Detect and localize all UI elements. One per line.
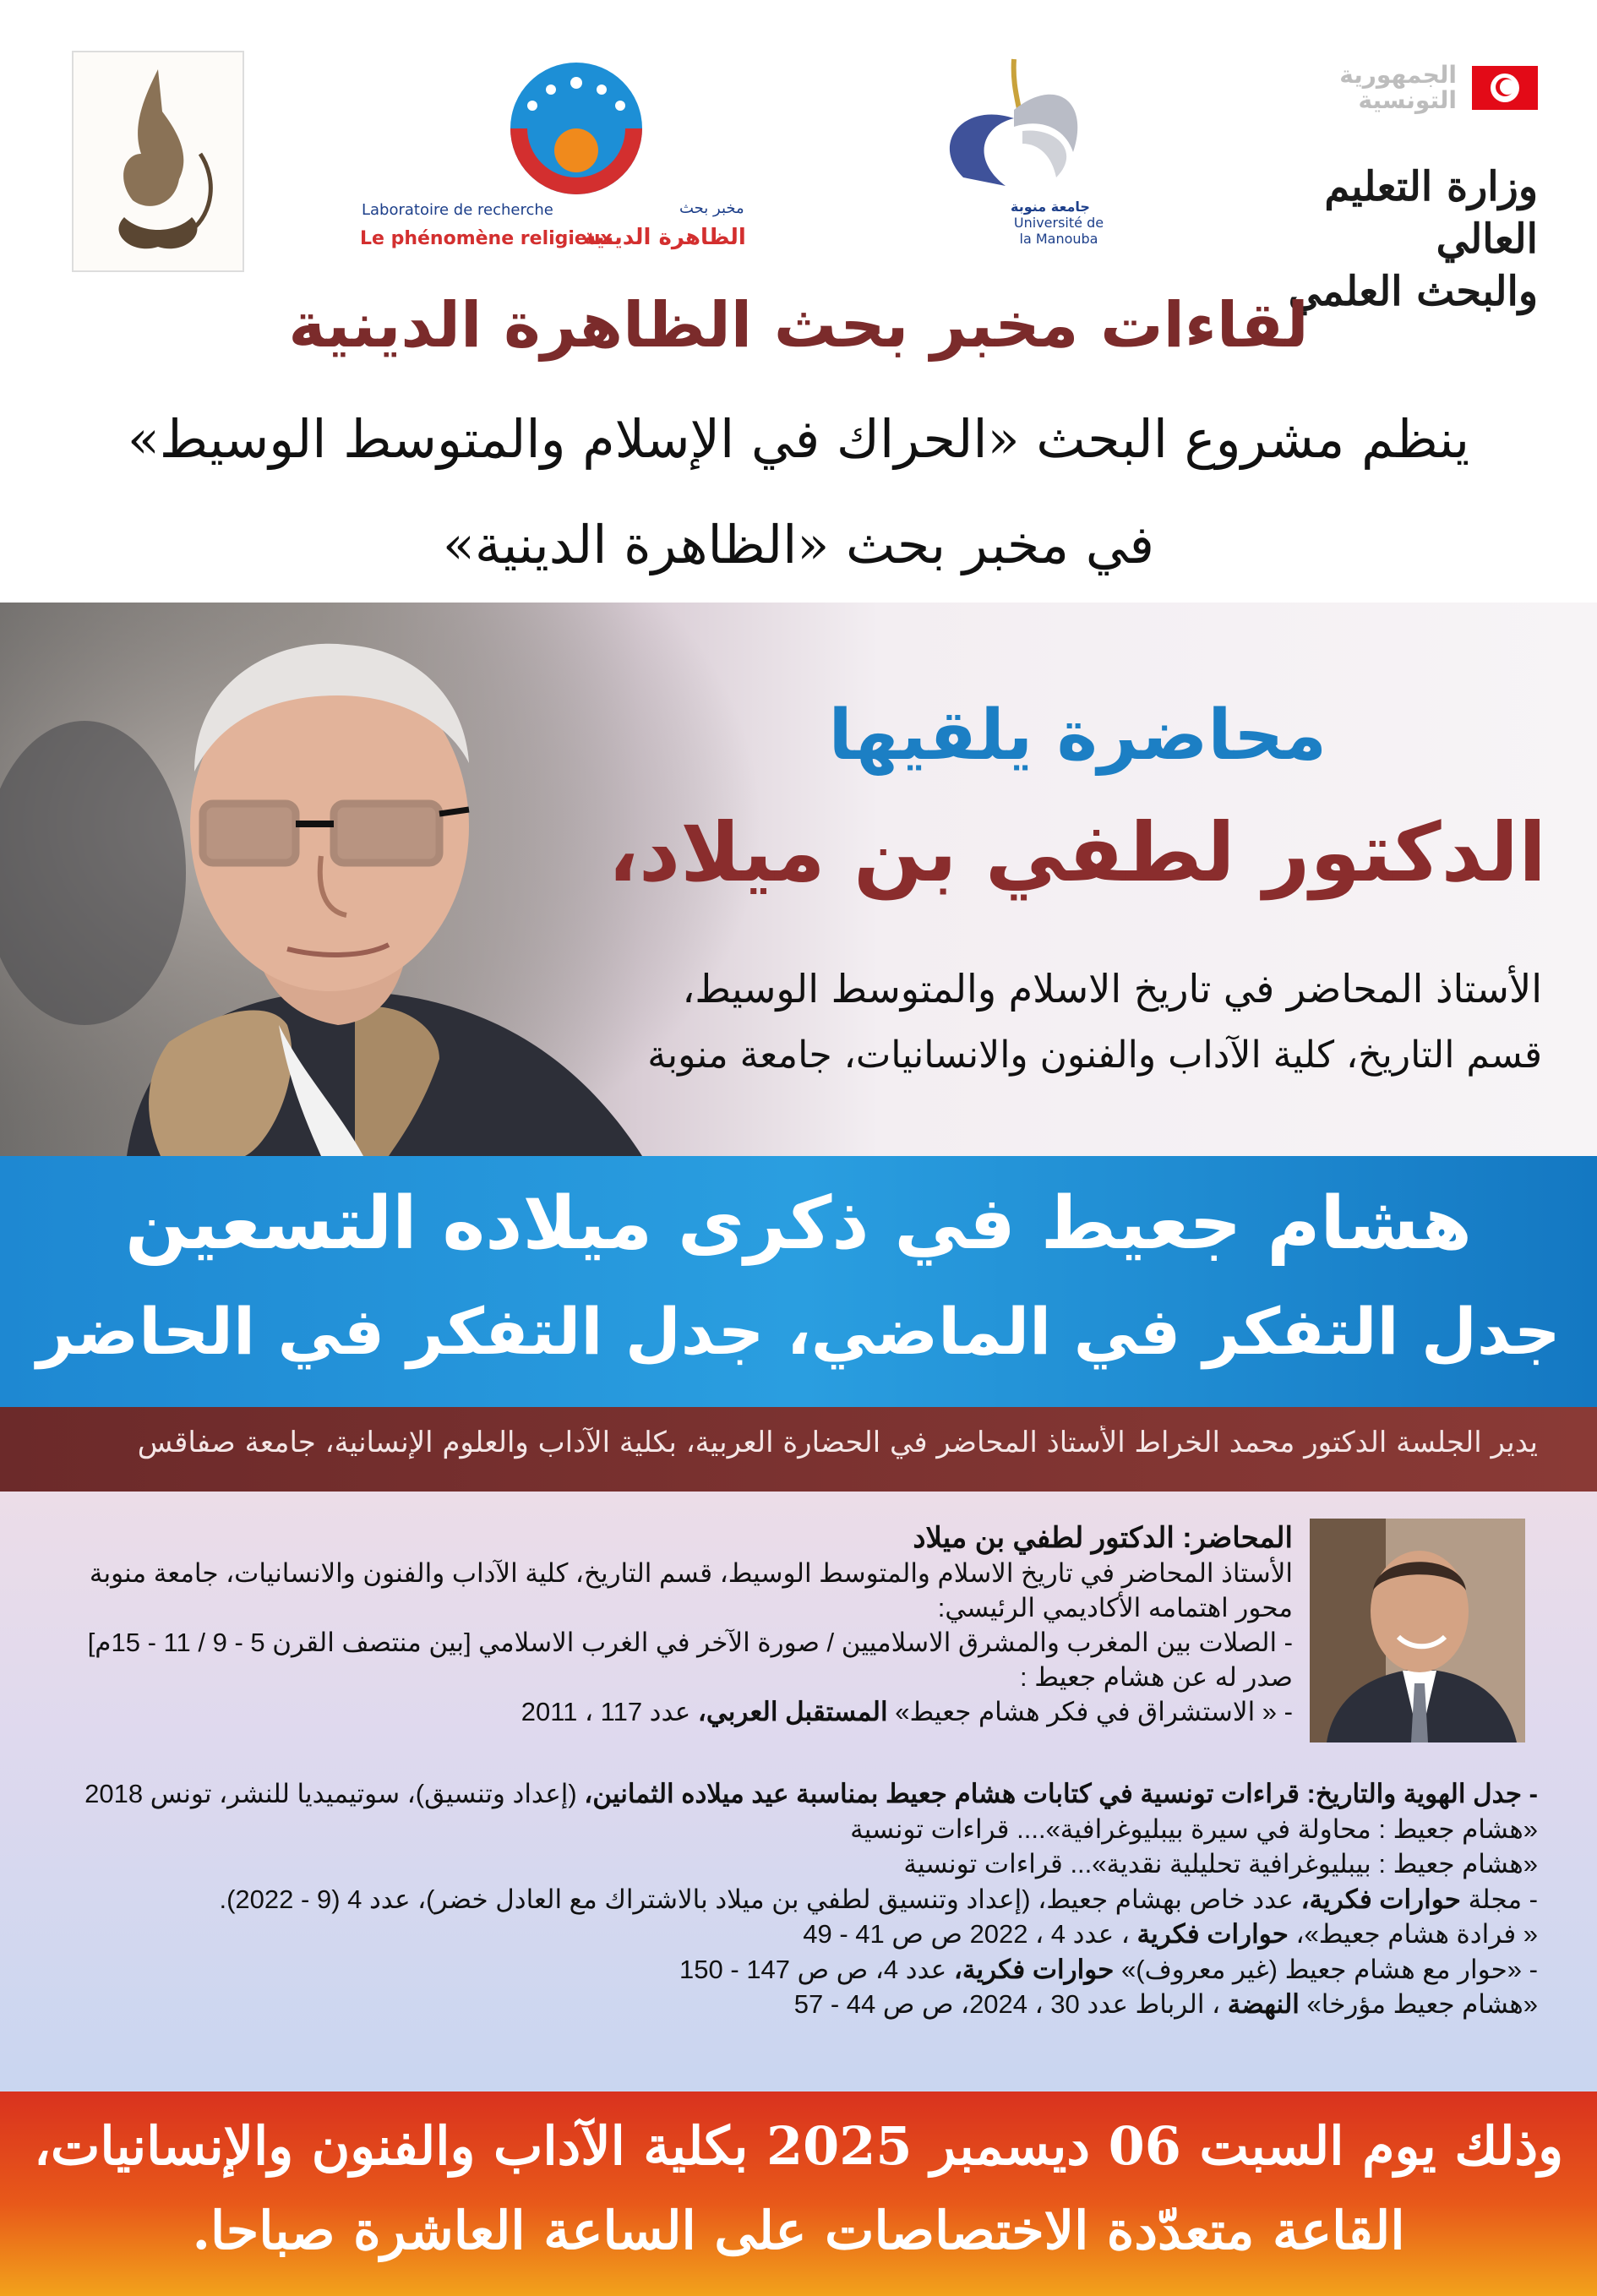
publication-item: - «حوار مع هشام جعيط (غير معروف)» حوارات فكرية، عدد 4، ص ص 147 - 150: [679, 1954, 1538, 1984]
lab-emblem-icon: [355, 59, 803, 199]
speaker-name: الدكتور لطفي بن ميلاد: [913, 1522, 1175, 1554]
bio-line: - الصلات بين المغرب والمشرق الاسلاميين / صورة الآخر في الغرب الاسلامي [بين منتصف القرن 5 - 9 / 11 - 15م]: [87, 1628, 1293, 1657]
tunisia-flag-icon: [1472, 66, 1538, 110]
manouba-university-logo: [913, 51, 1104, 254]
speaker-bio: [51, 1521, 1293, 1729]
moderator-text: يدير الجلسة الدكتور محمد الخراط الأستاذ المحاضر في الحضارة العربية، بكلية الآداب والعلوم الإنسانية، جامعة صفاقس: [137, 1426, 1538, 1459]
republic-label: الجمهورية التونسية: [1339, 61, 1457, 114]
lab-logo: [355, 59, 803, 262]
lecture-by-label: محاضرة يلقيها: [828, 695, 1327, 776]
lab-name-ar: الظاهرة الدينية: [583, 225, 746, 250]
publication-item: - مجلة حوارات فكرية، عدد خاص بهشام جعيط، (إعداد وتنسيق لطفي بن ميلاد بالاشتراك مع العادل خضر)، عدد 4 (9 - 2022).: [219, 1884, 1538, 1914]
speaker-heading: [51, 1521, 1293, 1556]
lecturer-name: الدكتور لطفي بن ميلاد،: [608, 805, 1546, 900]
page-title: لقاءات مخبر بحث الظاهرة الدينية: [288, 289, 1309, 362]
speaker-label: المحاضر:: [1182, 1522, 1293, 1554]
organizer-line: ينظم مشروع البحث «الحراك في الإسلام والمتوسط الوسيط»: [127, 408, 1470, 470]
lab-label-fr: Laboratoire de recherche: [362, 201, 553, 219]
lab-name-fr: Le phénomène religieux: [360, 228, 613, 249]
manouba-emblem-icon: [913, 51, 1098, 199]
ministry-logo: [1251, 59, 1538, 315]
event-date-venue: وذلك يوم السبت 06 ديسمبر 2025 بكلية الآداب والفنون والإنسانيات،: [33, 2115, 1564, 2177]
manouba-name-fr: Université de la Manouba: [1013, 215, 1104, 247]
lab-label-ar: مخبر بحث: [679, 199, 744, 217]
talk-subtitle: جدل التفكر في الماضي، جدل التفكر في الحاضر: [36, 1294, 1561, 1369]
bio-line: صدر له عن هشام جعيط :: [1020, 1662, 1293, 1692]
lecturer-title-line2: قسم التاريخ، كلية الآداب والفنون والانسانيات، جامعة منوبة: [647, 1033, 1542, 1077]
publication-item: - جدل الهوية والتاريخ: قراءات تونسية في كتابات هشام جعيط بمناسبة عيد ميلاده الثمانين، (إعداد وتنسيق)، سوتيميديا للنشر، تونس 2018: [84, 1779, 1538, 1808]
faculty-logo: [72, 51, 244, 272]
lecturer-band: [0, 603, 1597, 1156]
publications-list: [34, 1776, 1538, 2022]
speaker-photo: [1310, 1519, 1525, 1742]
event-info-band: [0, 2091, 1597, 2296]
publication-item: «هشام جعيط : محاولة في سيرة بيبليوغرافية».... قراءات تونسية: [850, 1813, 1538, 1844]
ministry-name-line1: وزارة التعليم العالي: [1324, 163, 1538, 263]
lab-line: في مخبر بحث «الظاهرة الدينية»: [442, 514, 1155, 575]
ministry-name-line2: والبحث العلمي: [1288, 268, 1538, 315]
bio-line: الأستاذ المحاضر في تاريخ الاسلام والمتوسط الوسيط، قسم التاريخ، كلية الآداب والفنون والانسانيات، جامعة منوبة: [89, 1558, 1293, 1588]
bio-line: - « الاستشراق في فكر هشام جعيط» المستقبل العربي، عدد 117 ، 2011: [521, 1697, 1293, 1726]
publication-item: «هشام جعيط : بيبليوغرافية تحليلية نقدية»... قراءات تونسية: [903, 1849, 1538, 1879]
lecturer-title-line1: الأستاذ المحاضر في تاريخ الاسلام والمتوسط الوسيط،: [682, 966, 1542, 1012]
publication-item: «هشام جعيط مؤرخا» النهضة ، الرباط عدد 30 ، 2024، ص ص 44 - 57: [793, 1989, 1538, 2019]
speaker-details: [0, 1492, 1597, 2091]
manouba-name: [995, 199, 1105, 247]
publication-item: « فرادة هشام جعيط»، حوارات فكرية ، عدد 4 ، 2022 ص ص 41 - 49: [803, 1919, 1538, 1949]
manouba-name-ar: جامعة منوبة: [1011, 199, 1090, 215]
bio-line: محور اهتمامه الأكاديمي الرئيسي:: [937, 1593, 1293, 1622]
talk-title-band: [0, 1156, 1597, 1407]
moderator-band: [0, 1407, 1597, 1492]
talk-title: هشام جعيط في ذكرى ميلاده التسعين: [125, 1181, 1472, 1266]
faculty-emblem-icon: [74, 52, 243, 270]
event-room-time: القاعة متعدّدة الاختصاصات على الساعة العاشرة صباحا.: [192, 2200, 1405, 2261]
